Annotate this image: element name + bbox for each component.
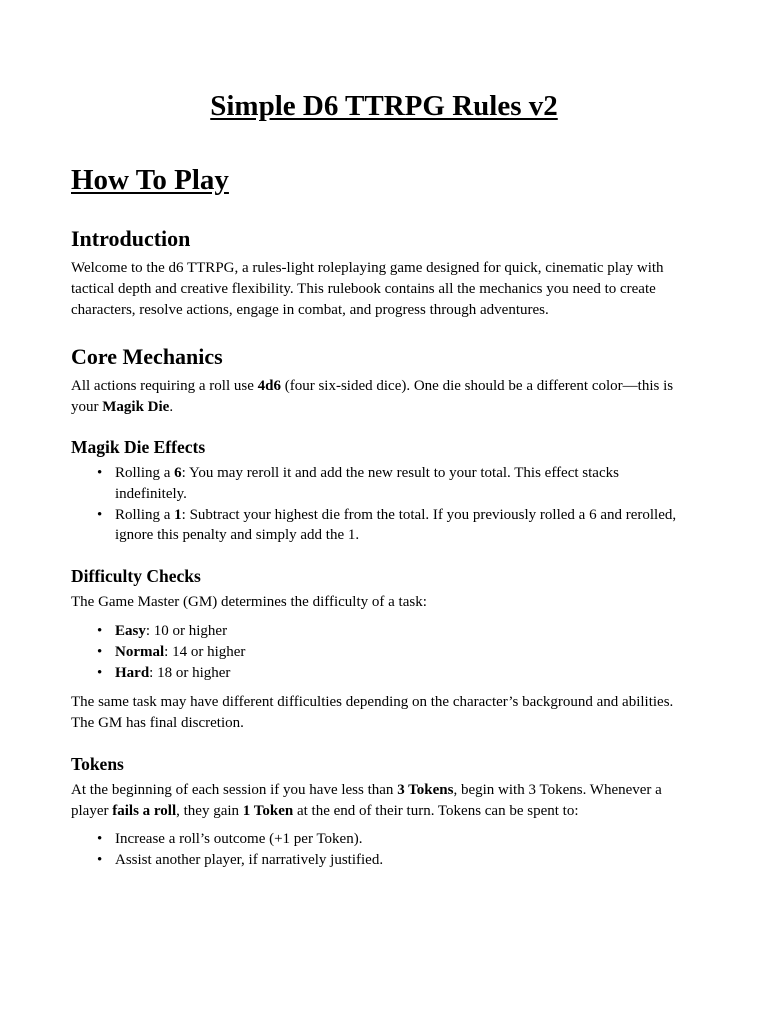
list-item: • Rolling a 6: You may reroll it and add the new result to your total. This effect stacks indefinitely. [97,465,619,502]
heading-core-mechanics: Core Mechanics [71,344,223,369]
tokens-paragraph: At the beginning of each session if you have less than 3 Tokens, begin with 3 Tokens. Whenever a player fails a roll, they gain 1 Token at the end of their turn. Tokens can be spent to: [71,782,662,819]
magik-die-effects-list [71,463,683,546]
heading-introduction: Introduction [71,226,191,251]
difficulty-checks-intro: The Game Master (GM) determines the difficulty of a task: [71,594,427,610]
document-title: Simple D6 TTRPG Rules v2 [210,90,558,122]
bullet-glyph: • [97,851,103,868]
bullet-glyph: • [97,643,103,660]
tokens-list [71,829,683,871]
difficulty-checks-note: The same task may have different difficulties depending on the character’s background and abilities. The GM has final discretion. [71,694,674,731]
list-item: • Assist another player, if narratively justified. [71,850,683,871]
heading-difficulty-checks: Difficulty Checks [71,566,201,586]
bullet-glyph: • [97,506,103,523]
list-item: • Increase a roll’s outcome (+1 per Token). [71,829,683,850]
bullet-glyph: • [97,465,103,481]
list-item: • Normal: 14 or higher [71,642,683,663]
core-mechanics-paragraph: All actions requiring a roll use 4d6 (four six-sided dice). One die should be a different color—this is your Magik Die. [71,378,674,415]
list-item: • Hard: 18 or higher [71,663,683,684]
list-item: • Rolling a 1: Subtract your highest die from the total. If you previously rolled a 6 and rerolled, ignore this penalty and simply add the 1. [97,506,677,544]
bullet-glyph: • [97,831,103,847]
bullet-glyph: • [97,623,103,639]
introduction-paragraph: Welcome to the d6 TTRPG, a rules-light roleplaying game designed for quick, cinematic play with tactical depth and creative flexibility. This rulebook contains all the mechanics you need to create characters, resolve actions, engage in combat, and progress through adventures. [71,260,664,318]
section-heading-how-to-play: How To Play [71,164,229,196]
heading-magik-die-effects: Magik Die Effects [71,437,206,457]
heading-tokens: Tokens [71,754,124,774]
bullet-glyph: • [97,664,103,681]
difficulty-checks-list [71,621,683,683]
list-item: • Easy: 10 or higher [71,621,683,642]
